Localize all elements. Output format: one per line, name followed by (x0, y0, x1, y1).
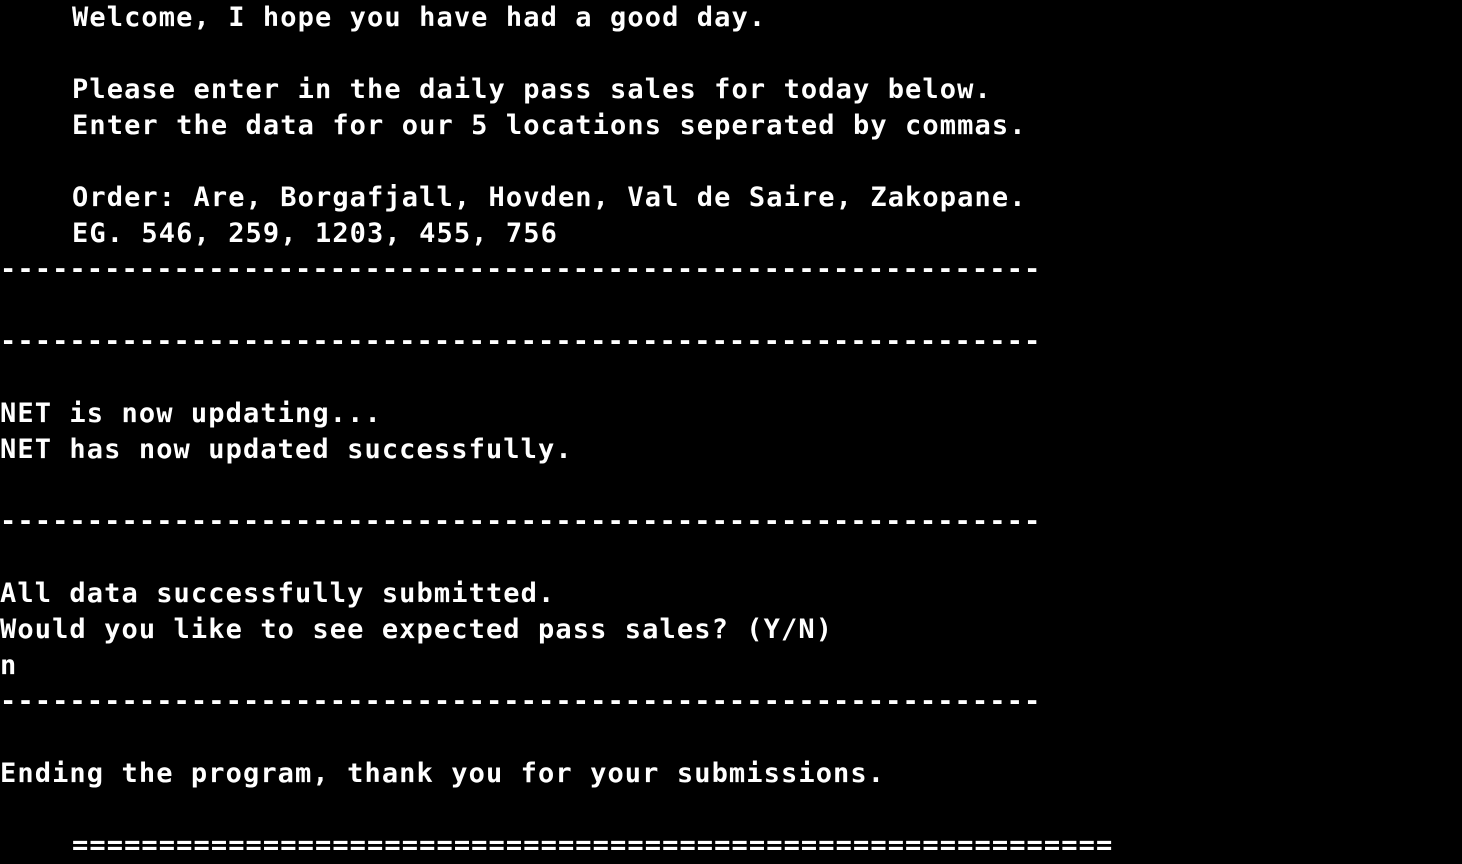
instruction-line-1: Please enter in the daily pass sales for today below. (72, 74, 992, 105)
submission-status: All data successfully submitted. (0, 578, 556, 609)
divider-1: ------------------------------------------------------------ (0, 254, 1042, 285)
instruction-line-2: Enter the data for our 5 locations seperated by commas. (72, 110, 1027, 141)
location-order-line: Order: Are, Borgafjall, Hovden, Val de Saire, Zakopane. (72, 182, 1027, 213)
expected-sales-question: Would you like to see expected pass sales? (Y/N) (0, 614, 834, 645)
user-answer-input[interactable]: n (0, 650, 18, 681)
footer-rule: ============================================================ (72, 830, 1114, 861)
divider-3: ------------------------------------------------------------ (0, 506, 1042, 537)
net-updated-status: NET has now updated successfully. (0, 434, 573, 465)
net-updating-status: NET is now updating... (0, 398, 382, 429)
divider-2: ------------------------------------------------------------ (0, 326, 1042, 357)
ending-message: Ending the program, thank you for your submissions. (0, 758, 886, 789)
example-input-line: EG. 546, 259, 1203, 455, 756 (72, 218, 558, 249)
divider-4: ------------------------------------------------------------ (0, 686, 1042, 717)
welcome-message: Welcome, I hope you have had a good day. (72, 2, 767, 33)
